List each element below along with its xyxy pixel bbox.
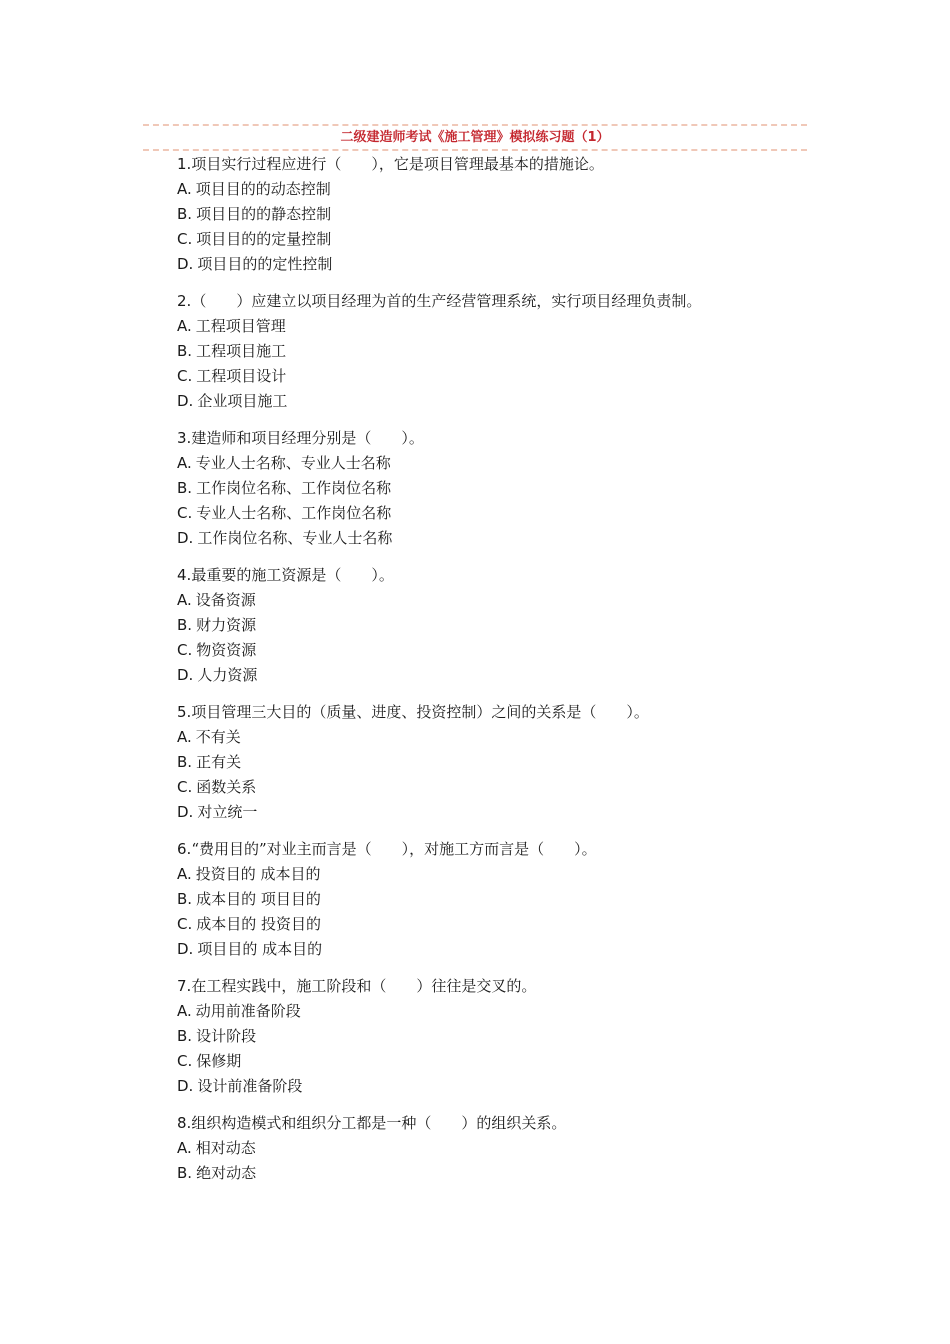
option-text: 函数关系 [196, 778, 257, 796]
option-letter: B. [177, 616, 193, 634]
option-letter: D. [177, 1077, 194, 1095]
question-number: 5. [177, 703, 192, 721]
option-letter: D. [177, 803, 194, 821]
option-text: 保修期 [196, 1052, 242, 1070]
header-divider-top [143, 124, 807, 126]
option-text: 正有关 [196, 753, 242, 771]
question-stem: 在工程实践中，施工阶段和（ ）往往是交叉的。 [191, 977, 537, 995]
option-letter: A. [177, 1002, 192, 1020]
question-stem-line [177, 1111, 797, 1136]
answer-option [177, 937, 797, 962]
answer-option [177, 750, 797, 775]
question-block [177, 700, 797, 825]
option-text: 相对动态 [195, 1139, 256, 1157]
option-letter: A. [177, 728, 192, 746]
answer-option [177, 775, 797, 800]
option-text: 动用前准备阶段 [195, 1002, 301, 1020]
question-stem: 项目实行过程应进行（ ），它是项目管理最基本的措施论。 [191, 155, 604, 173]
document-header [143, 120, 807, 154]
answer-option [177, 663, 797, 688]
option-letter: C. [177, 367, 193, 385]
question-stem: 建造师和项目经理分别是（ ）。 [191, 429, 424, 447]
answer-option [177, 1074, 797, 1099]
option-text: 不有关 [195, 728, 241, 746]
option-text: 项目目的 成本目的 [197, 940, 323, 958]
question-stem-line [177, 837, 797, 862]
option-letter: B. [177, 1164, 193, 1182]
answer-option [177, 177, 797, 202]
answer-option [177, 202, 797, 227]
question-block [177, 152, 797, 277]
option-text: 成本目的 投资目的 [196, 915, 322, 933]
question-number: 1. [177, 155, 192, 173]
option-text: 工程项目设计 [196, 367, 287, 385]
option-letter: A. [177, 865, 192, 883]
option-letter: B. [177, 479, 193, 497]
option-letter: C. [177, 778, 193, 796]
answer-option [177, 638, 797, 663]
option-text: 项目目的的定量控制 [196, 230, 332, 248]
option-letter: B. [177, 1027, 193, 1045]
option-text: 设计前准备阶段 [197, 1077, 303, 1095]
question-stem: 项目管理三大目的（质量、进度、投资控制）之间的关系是（ ）。 [191, 703, 649, 721]
option-text: 工作岗位名称、专业人士名称 [197, 529, 393, 547]
question-number: 2. [177, 292, 192, 310]
option-letter: C. [177, 504, 193, 522]
answer-option [177, 800, 797, 825]
answer-option [177, 887, 797, 912]
option-letter: C. [177, 915, 193, 933]
question-block [177, 974, 797, 1099]
option-text: 财力资源 [196, 616, 257, 634]
question-list [177, 152, 797, 1198]
option-text: 项目目的的动态控制 [195, 180, 331, 198]
option-text: 专业人士名称、工作岗位名称 [196, 504, 392, 522]
option-text: 项目目的的静态控制 [196, 205, 332, 223]
question-stem: 组织构造模式和组织分工都是一种（ ）的组织关系。 [191, 1114, 567, 1132]
question-stem: 最重要的施工资源是（ ）。 [191, 566, 394, 584]
option-text: 工作岗位名称、工作岗位名称 [196, 479, 392, 497]
question-number: 8. [177, 1114, 192, 1132]
option-text: 人力资源 [197, 666, 258, 684]
answer-option [177, 862, 797, 887]
answer-option [177, 451, 797, 476]
option-letter: D. [177, 392, 194, 410]
option-letter: B. [177, 753, 193, 771]
answer-option [177, 227, 797, 252]
question-stem-line [177, 700, 797, 725]
option-letter: D. [177, 529, 194, 547]
option-letter: A. [177, 317, 192, 335]
answer-option [177, 1136, 797, 1161]
option-letter: C. [177, 1052, 193, 1070]
question-stem: （ ）应建立以项目经理为首的生产经营管理系统，实行项目经理负责制。 [191, 292, 702, 310]
answer-option [177, 339, 797, 364]
answer-option [177, 252, 797, 277]
answer-option [177, 1049, 797, 1074]
option-text: 专业人士名称、专业人士名称 [195, 454, 391, 472]
question-block [177, 1111, 797, 1186]
question-stem-line [177, 152, 797, 177]
answer-option [177, 476, 797, 501]
option-text: 绝对动态 [196, 1164, 257, 1182]
question-stem-line [177, 426, 797, 451]
question-number: 6. [177, 840, 192, 858]
question-stem-line [177, 974, 797, 999]
option-text: 物资资源 [196, 641, 257, 659]
option-letter: B. [177, 890, 193, 908]
option-letter: A. [177, 454, 192, 472]
answer-option [177, 389, 797, 414]
answer-option [177, 725, 797, 750]
answer-option [177, 613, 797, 638]
question-number: 4. [177, 566, 192, 584]
answer-option [177, 588, 797, 613]
option-text: 项目目的的定性控制 [197, 255, 333, 273]
document-title: 二级建造师考试《施工管理》模拟练习题（1） [340, 130, 610, 145]
question-stem: “费用目的”对业主而言是（ ），对施工方而言是（ ）。 [191, 840, 597, 858]
option-letter: C. [177, 641, 193, 659]
option-letter: A. [177, 591, 192, 609]
option-text: 设计阶段 [196, 1027, 257, 1045]
option-letter: B. [177, 342, 193, 360]
answer-option [177, 314, 797, 339]
question-number: 3. [177, 429, 192, 447]
answer-option [177, 1161, 797, 1186]
option-letter: A. [177, 180, 192, 198]
option-letter: B. [177, 205, 193, 223]
question-block [177, 426, 797, 551]
answer-option [177, 526, 797, 551]
question-stem-line [177, 563, 797, 588]
question-block [177, 289, 797, 414]
option-letter: D. [177, 940, 194, 958]
option-text: 投资目的 成本目的 [195, 865, 321, 883]
option-letter: A. [177, 1139, 192, 1157]
answer-option [177, 364, 797, 389]
question-block [177, 837, 797, 962]
option-letter: C. [177, 230, 193, 248]
option-text: 设备资源 [195, 591, 256, 609]
option-text: 工程项目管理 [195, 317, 286, 335]
question-number: 7. [177, 977, 192, 995]
header-divider-bottom [143, 149, 807, 151]
option-letter: D. [177, 255, 194, 273]
answer-option [177, 912, 797, 937]
answer-option [177, 999, 797, 1024]
option-text: 成本目的 项目目的 [196, 890, 321, 908]
answer-option [177, 501, 797, 526]
option-text: 对立统一 [197, 803, 258, 821]
question-block [177, 563, 797, 688]
option-text: 企业项目施工 [197, 392, 288, 410]
option-text: 工程项目施工 [196, 342, 287, 360]
answer-option [177, 1024, 797, 1049]
option-letter: D. [177, 666, 194, 684]
question-stem-line [177, 289, 797, 314]
